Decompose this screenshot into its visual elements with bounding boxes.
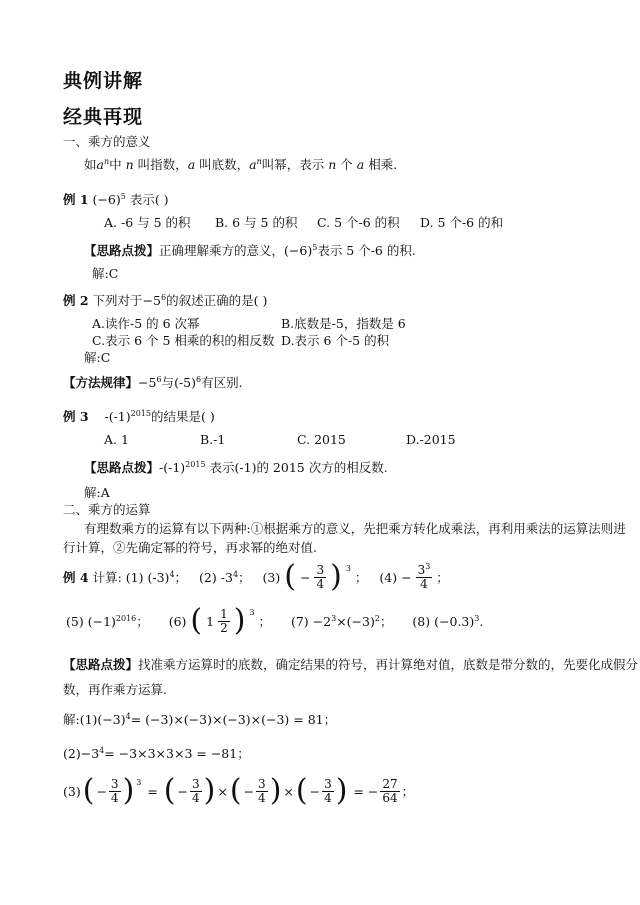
example-3-answer: 解:A (84, 485, 110, 500)
example-4-solution-2: $(2)-3^4= -3\times 3\times 3\times 3 = -81$； (63, 745, 250, 761)
example-3-option-b: B.-1 (200, 432, 226, 447)
example-2-method: 【方法规律】$-5^6$与$(-5)^6$有区别. (63, 374, 243, 390)
example-3-label: 例 3 (63, 409, 89, 424)
example-1-option-a: A. -6 与 5 的积 (104, 215, 191, 230)
example-3-option-d: D.-2015 (406, 432, 456, 447)
example-1-answer: 解:C (92, 266, 119, 281)
section-2-heading: 二、乘方的运算 (63, 502, 151, 517)
page-subtitle: 经典再现 (63, 106, 144, 128)
example-2-question: 例 2 下列对于$-5^6$的叙述正确的是( ) (63, 292, 268, 308)
example-2-answer: 解:C (84, 350, 111, 365)
example-1-label: 例 1 (63, 192, 89, 207)
definition-line: 如$a^n$中 n 叫指数，a 叫底数，$a^n$叫幂，表示 n 个 a 相乘. (84, 156, 398, 172)
example-2-option-a: A.读作-5 的 6 次幂 (92, 316, 200, 331)
example-4-question-row-1: 例 4 计算: (1) $(-3)^4$； (2) $-3^4$； (3) ( − $\frac{3}{4}$ ) $^3$ ； (4) − $\frac{3^3}{4}$ ； (63, 559, 449, 594)
example-3-option-c: C. 2015 (297, 432, 346, 447)
example-4-hint-line-2: 数，再作乘方运算. (63, 682, 167, 697)
example-4-hint-line-1: 【思路点拨】找准乘方运算时的底数，确定结果的符号，再计算绝对值，底数是带分数的，先要化成假分 (63, 657, 639, 672)
example-1-option-c: C. 5 个-6 的积 (317, 215, 400, 230)
example-2-label: 例 2 (63, 293, 89, 308)
example-2-option-d: D.表示 6 个-5 的积 (281, 333, 390, 348)
page-title: 典例讲解 (63, 70, 144, 92)
example-1-question: 例 1 $(-6)^5$ 表示( ) (63, 191, 169, 207)
example-2-option-b: B.底数是-5，指数是 6 (281, 316, 406, 331)
example-3-hint: 【思路点拨】$-(-1)^{2015}$ 表示(-1)的 2015 次方的相反数. (84, 459, 388, 475)
section-1-heading: 一、乘方的意义 (63, 134, 151, 149)
example-2-option-c: C.表示 6 个 5 相乘的积的相反数 (92, 333, 275, 348)
section-2-paragraph-line-2: 行计算，②先确定幂的符号，再求幂的绝对值. (63, 540, 317, 555)
example-4-label: 例 4 (63, 570, 89, 585)
example-4-question-row-2: (5) $(-1)^{2016}$； (6) ( 1 $\frac{1}{2}$ ) $^3$ ； (7) $-2^3\times(-3)^2$； (8) $(-0.3)^3$. (66, 603, 484, 638)
example-1-option-b: B. 6 与 5 的积 (215, 215, 298, 230)
example-4-solution-1: 解$:(1)(-3)^4= (-3)\times(-3)\times(-3)\times(-3) = 81$； (63, 711, 337, 727)
example-3-option-a: A. 1 (104, 432, 129, 447)
example-1-option-d: D. 5 个-6 的和 (420, 215, 504, 230)
example-3-question: 例 3 $-(-1)^{2015}$的结果是( ) (63, 408, 215, 424)
example-1-hint: 【思路点拨】正确理解乘方的意义，$(-6)^5$表示 5 个-6 的积. (84, 242, 416, 258)
section-2-paragraph-line-1: 有理数乘方的运算有以下两种:①根据乘方的意义，先把乘方转化成乘法，再利用乘法的运算法则进 (84, 521, 626, 536)
example-4-solution-3: (3) ( − $\frac{3}{4}$ ) $^3$ = ( − $\frac{3}{4}$ ) × ( − $\frac{3}{4}$ ) × ( − $\frac{3}{4}$ ) = − $\frac{27}{64}$ ； (63, 773, 415, 808)
